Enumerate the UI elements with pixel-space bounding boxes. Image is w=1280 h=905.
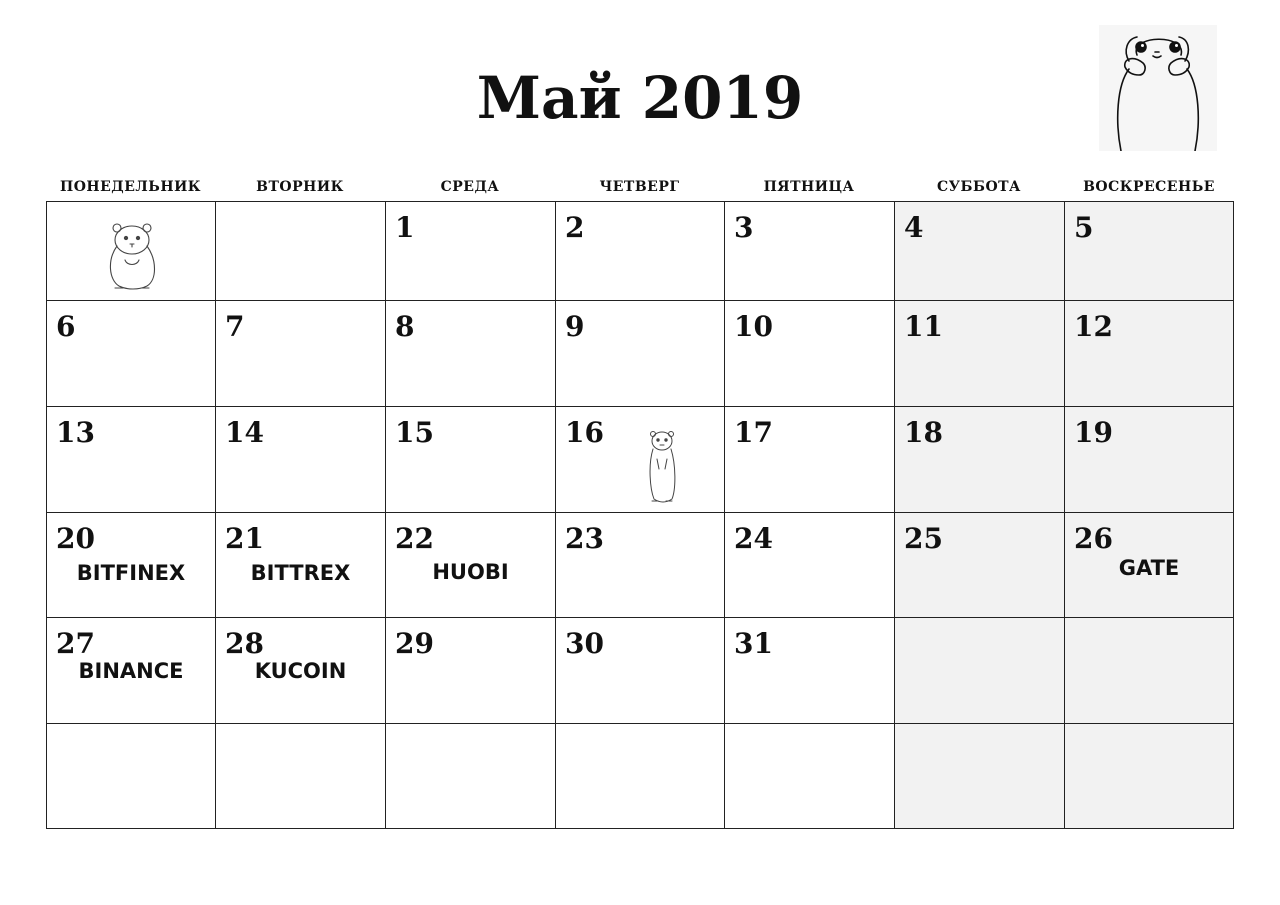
- hamster-logo-icon: [1099, 25, 1217, 151]
- day-cell: [47, 202, 216, 301]
- day-number: 13: [56, 416, 95, 449]
- weekday-wednesday: СРЕДА: [440, 179, 500, 195]
- day-cell: [556, 513, 725, 618]
- day-number: 17: [734, 416, 773, 449]
- day-number: 11: [904, 310, 943, 343]
- day-cell: [725, 724, 895, 829]
- day-number: 10: [734, 310, 773, 343]
- day-number: 23: [565, 522, 604, 555]
- day-cell: [556, 301, 725, 407]
- weekday-monday: ПОНЕДЕЛЬНИК: [59, 179, 202, 195]
- day-number: 19: [1074, 416, 1113, 449]
- weekday-friday: ПЯТНИЦА: [763, 179, 855, 195]
- weekday-tuesday: ВТОРНИК: [256, 179, 344, 195]
- day-cell: [895, 618, 1065, 724]
- day-number: 16: [565, 416, 604, 449]
- day-number: 12: [1074, 310, 1113, 343]
- event-label: BITFINEX: [76, 561, 186, 585]
- day-number: 5: [1074, 211, 1094, 244]
- day-cell: [386, 724, 556, 829]
- day-cell: [556, 202, 725, 301]
- day-cell: [1065, 407, 1234, 513]
- hamster-sitting-icon: [103, 220, 161, 296]
- day-number: 29: [395, 627, 434, 660]
- day-cell: [556, 407, 725, 513]
- day-number: 15: [395, 416, 434, 449]
- day-cell: [216, 724, 386, 829]
- calendar-grid: [46, 201, 1234, 829]
- event-label: GATE: [1118, 556, 1180, 580]
- day-cell: [1065, 618, 1234, 724]
- day-cell: [47, 301, 216, 407]
- day-cell: [216, 301, 386, 407]
- day-cell: [216, 618, 386, 724]
- day-number: 21: [225, 522, 264, 555]
- day-number: 25: [904, 522, 943, 555]
- day-number: 20: [56, 522, 95, 555]
- day-cell: [1065, 724, 1234, 829]
- day-cell: [725, 618, 895, 724]
- day-cell: [895, 513, 1065, 618]
- day-number: 27: [56, 627, 95, 660]
- day-number: 8: [395, 310, 415, 343]
- day-cell: [725, 301, 895, 407]
- day-cell: [47, 407, 216, 513]
- day-number: 1: [395, 211, 415, 244]
- day-cell: [895, 202, 1065, 301]
- event-label: BITTREX: [250, 561, 351, 585]
- day-cell: [725, 202, 895, 301]
- day-number: 18: [904, 416, 943, 449]
- day-number: 31: [734, 627, 773, 660]
- day-number: 6: [56, 310, 76, 343]
- event-label: HUOBI: [432, 560, 509, 584]
- event-label: BINANCE: [78, 659, 184, 683]
- day-cell: [47, 724, 216, 829]
- weekday-header-row: [46, 176, 1234, 198]
- weekday-sunday: ВОСКРЕСЕНЬЕ: [1083, 179, 1215, 195]
- day-cell: [1065, 202, 1234, 301]
- day-cell: [216, 202, 386, 301]
- day-cell: [1065, 301, 1234, 407]
- day-number: 24: [734, 522, 773, 555]
- day-number: 9: [565, 310, 585, 343]
- page-title: Май 2019: [476, 64, 804, 132]
- day-cell: [556, 724, 725, 829]
- day-number: 4: [904, 211, 924, 244]
- day-cell: [216, 407, 386, 513]
- day-cell: [386, 202, 556, 301]
- day-cell: [386, 618, 556, 724]
- day-cell: [47, 513, 216, 618]
- hamster-standing-icon: [646, 429, 678, 509]
- day-number: 30: [565, 627, 604, 660]
- event-label: KUCOIN: [254, 659, 347, 683]
- day-cell: [47, 618, 216, 724]
- day-cell: [895, 301, 1065, 407]
- day-cell: [216, 513, 386, 618]
- day-cell: [1065, 513, 1234, 618]
- day-number: 14: [225, 416, 264, 449]
- day-cell: [895, 724, 1065, 829]
- day-number: 26: [1074, 522, 1113, 555]
- day-cell: [386, 513, 556, 618]
- day-number: 22: [395, 522, 434, 555]
- day-cell: [895, 407, 1065, 513]
- weekday-thursday: ЧЕТВЕРГ: [599, 179, 680, 195]
- day-cell: [386, 407, 556, 513]
- day-cell: [725, 513, 895, 618]
- day-number: 7: [225, 310, 245, 343]
- day-number: 3: [734, 211, 754, 244]
- day-number: 28: [225, 627, 264, 660]
- day-cell: [725, 407, 895, 513]
- day-cell: [556, 618, 725, 724]
- weekday-saturday: СУББОТА: [937, 179, 1021, 195]
- day-number: 2: [565, 211, 585, 244]
- day-cell: [386, 301, 556, 407]
